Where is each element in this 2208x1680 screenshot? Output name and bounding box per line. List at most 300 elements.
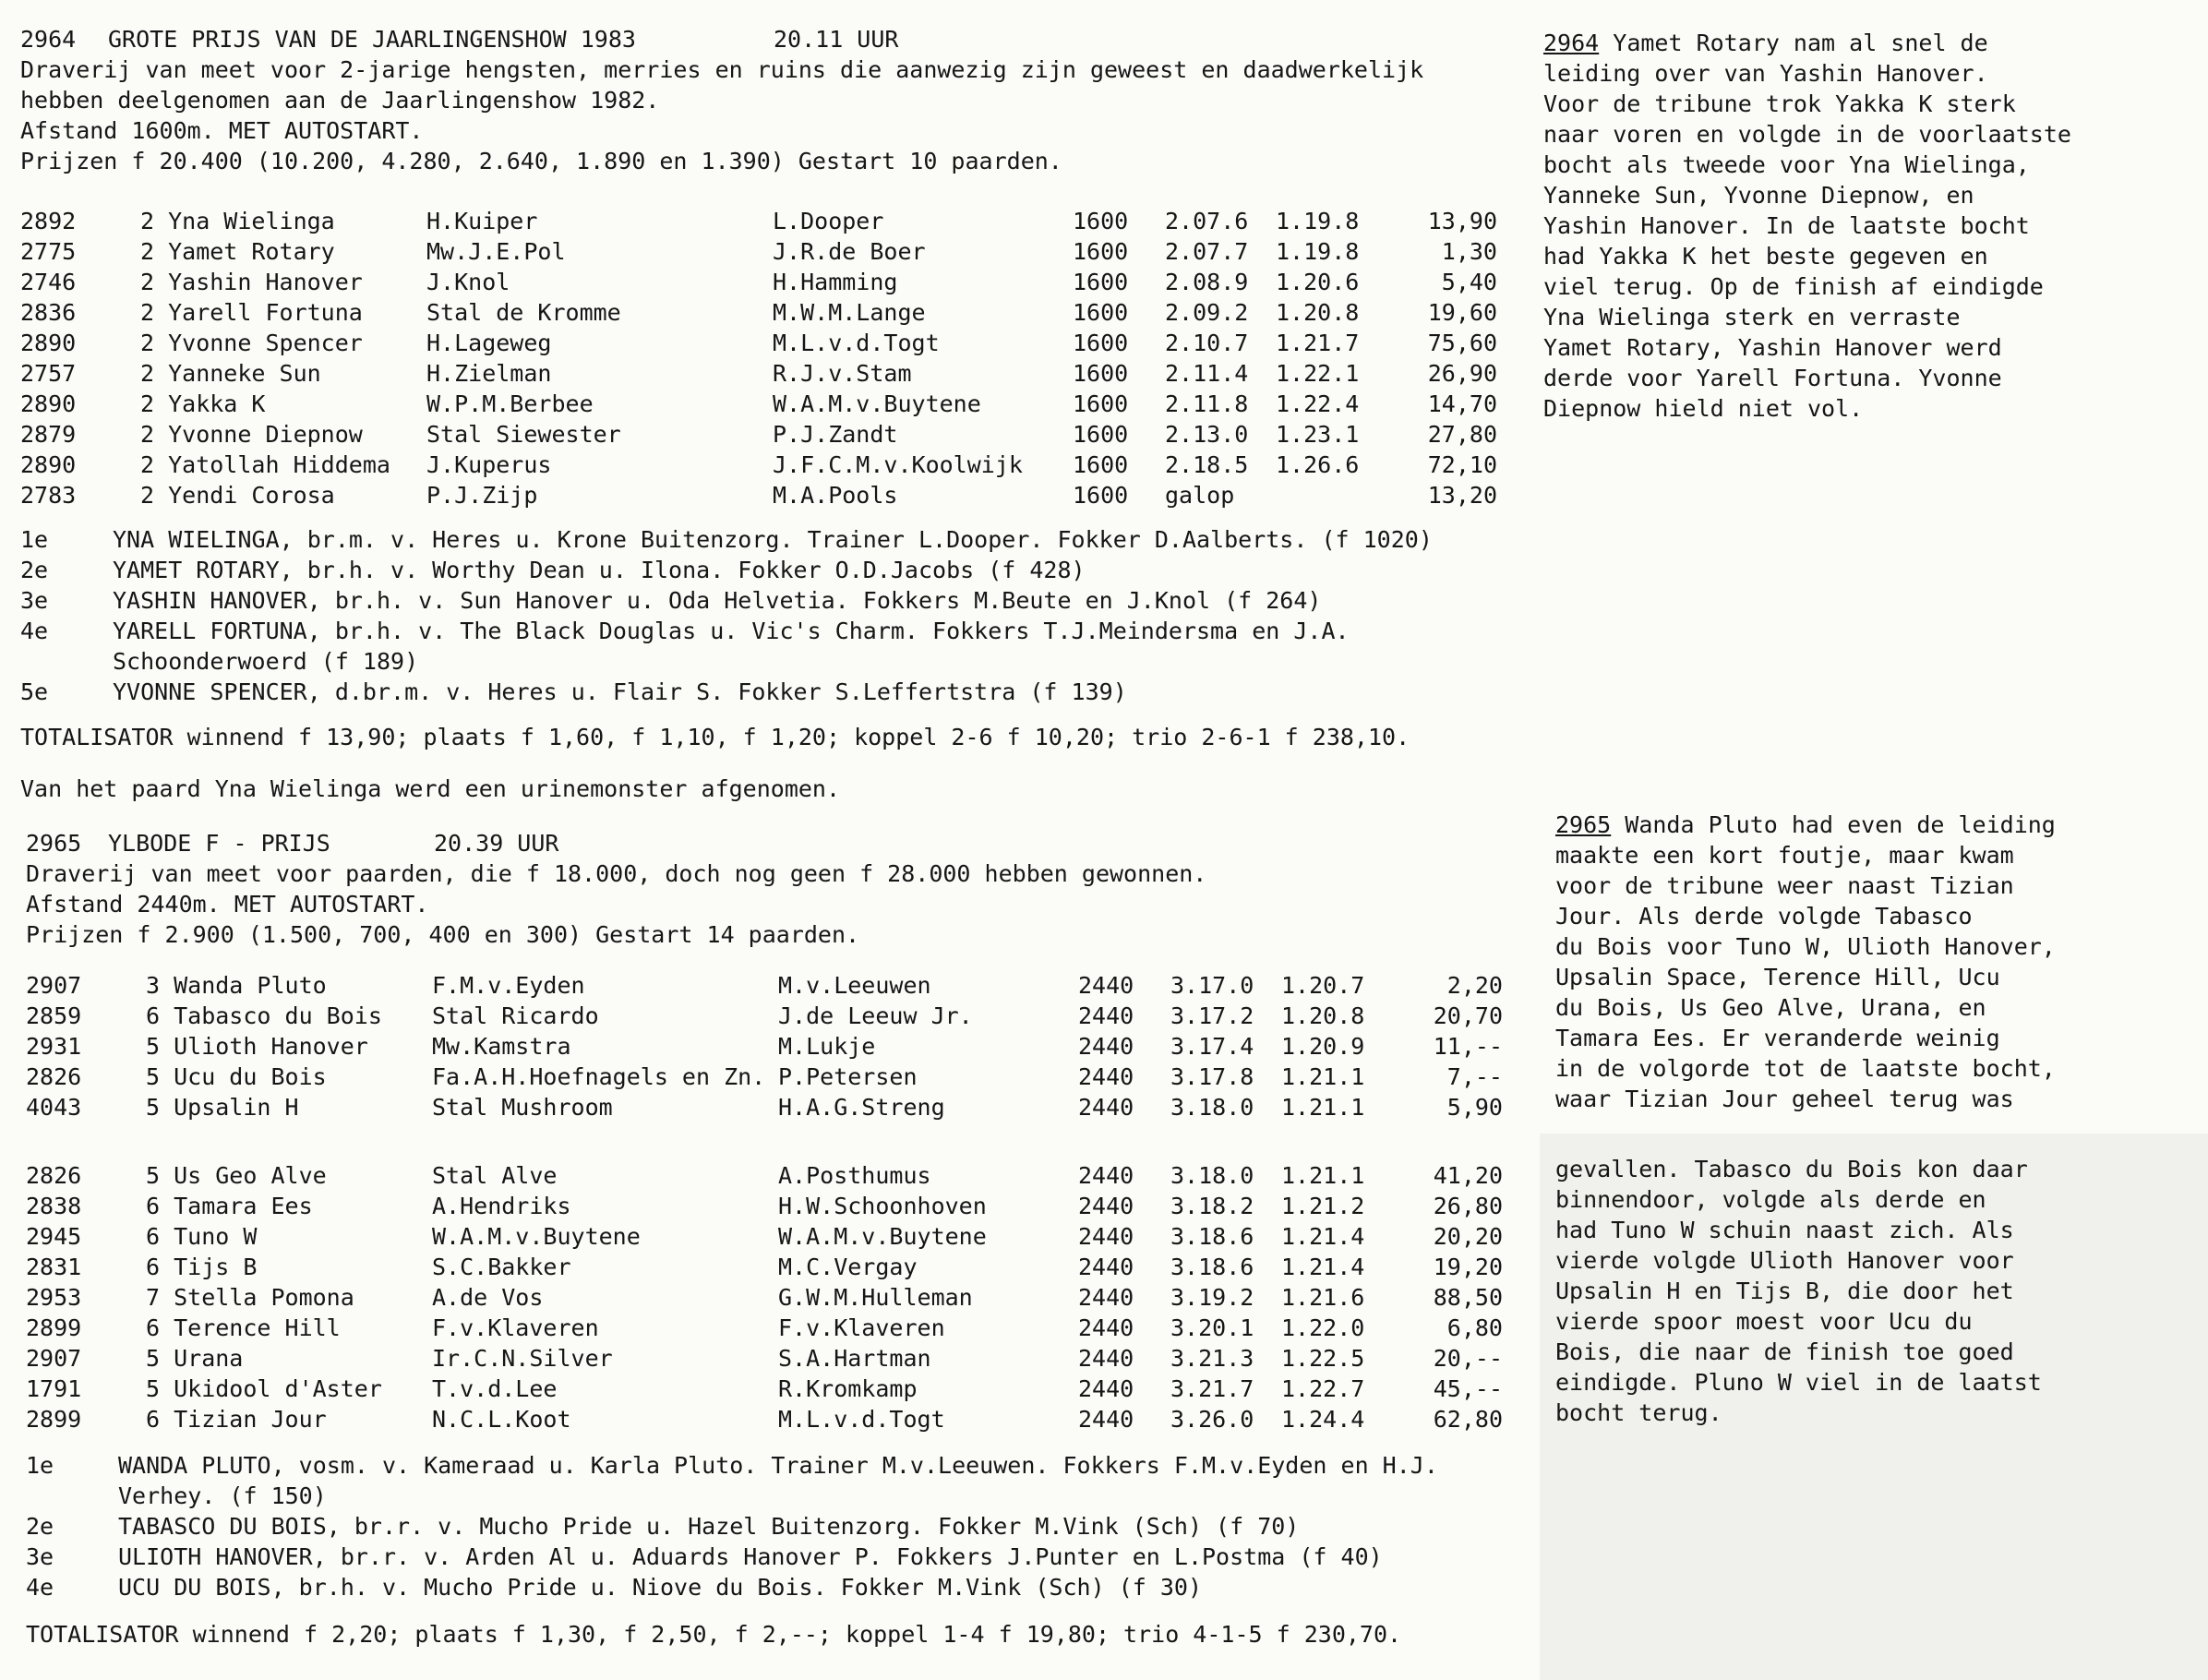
commentary-text: Tamara Ees. Er veranderde weinig [1555,1025,2000,1051]
total-time: 3.17.4 [1170,1033,1254,1060]
total-time: 2.09.2 [1165,299,1249,326]
distance: 1600 [1073,360,1129,387]
table-row [20,206,1516,236]
distance: 1600 [1073,330,1129,356]
driver: M.L.v.d.Togt [773,330,940,356]
race-distance: Afstand 2440m. MET AUTOSTART. [26,891,429,918]
placing-description: Verhey. (f 150) [118,1482,327,1509]
owner: Stal de Kromme [426,299,621,326]
distance: 2440 [1078,1094,1134,1121]
total-time: 3.21.3 [1170,1345,1254,1372]
km-time: 1.21.4 [1281,1254,1365,1280]
entry-number: 2931 [26,1033,82,1060]
odds: 75,60 [1427,330,1497,356]
odds: 5,90 [1446,1094,1503,1121]
owner: Mw.J.E.Pol [426,238,566,265]
total-time: 3.17.2 [1170,1002,1254,1029]
distance: 1600 [1073,208,1129,234]
owner: H.Kuiper [426,208,538,234]
placing-rank: 3e [20,587,49,614]
race-distance: Afstand 1600m. MET AUTOSTART. [20,117,424,144]
owner: J.Kuperus [426,451,552,478]
owner: H.Zielman [426,360,552,387]
km-time: 1.22.1 [1276,360,1360,387]
placing-description: ULIOTH HANOVER, br.r. v. Arden Al u. Aduards Hanover P. Fokkers J.Punter en L.Postma (f 40) [118,1543,1383,1570]
table-row [26,1062,1521,1092]
commentary-line [1543,28,1988,58]
km-time: 1.21.7 [1276,330,1360,356]
owner: H.Lageweg [426,330,552,356]
entry-number: 2746 [20,269,77,295]
owner: Stal Siewester [426,421,621,448]
horse-name: 5 Ucu du Bois [146,1063,327,1090]
commentary-text: derde voor Yarell Fortuna. Yvonne [1543,365,2002,391]
km-time: 1.20.8 [1281,1002,1365,1029]
entry-number: 2826 [26,1063,82,1090]
commentary-text: Yamet Rotary, Yashin Hanover werd [1543,334,2002,361]
entry-number: 2892 [20,208,77,234]
driver: M.A.Pools [773,482,898,509]
commentary-line [1543,150,2030,180]
owner: F.M.v.Eyden [432,972,585,999]
odds: 26,90 [1427,360,1497,387]
entry-number: 2890 [20,451,77,478]
commentary-text: voor de tribune weer naast Tizian [1555,872,2014,899]
race-description: hebben deelgenomen aan de Jaarlingenshow 1982. [20,87,660,114]
placing-description: YVONNE SPENCER, d.br.m. v. Heres u. Flair S. Fokker S.Leffertstra (f 139) [113,678,1127,705]
owner: A.Hendriks [432,1193,571,1219]
entry-number: 1791 [26,1375,82,1402]
entry-number: 2826 [26,1162,82,1189]
commentary-line [1555,810,2056,840]
placing-description: UCU DU BOIS, br.h. v. Mucho Pride u. Niove du Bois. Fokker M.Vink (Sch) (f 30) [118,1574,1202,1601]
odds: 6,80 [1446,1314,1503,1341]
commentary-text: Voor de tribune trok Yakka K sterk [1543,90,2016,117]
commentary-text: waar Tizian Jour geheel terug was [1555,1086,2014,1112]
odds: 7,-- [1446,1063,1503,1090]
commentary-text: bocht als tweede voor Yna Wielinga, [1543,151,2030,178]
horse-name: 6 Tamara Ees [146,1193,313,1219]
entry-number: 2899 [26,1406,82,1433]
distance: 1600 [1073,390,1129,417]
total-time: 2.07.7 [1165,238,1249,265]
total-time: 2.18.5 [1165,451,1249,478]
commentary-text: Yna Wielinga sterk en verraste [1543,304,1961,330]
owner: Stal Mushroom [432,1094,613,1121]
race-number: 2964 [20,26,77,53]
table-row [20,419,1516,450]
horse-name: 2 Yvonne Diepnow [140,421,363,448]
driver: M.v.Leeuwen [778,972,931,999]
driver: M.W.M.Lange [773,299,926,326]
table-row [26,1343,1521,1374]
driver: M.L.v.d.Togt [778,1406,945,1433]
placing-description: YNA WIELINGA, br.m. v. Heres u. Krone Buitenzorg. Trainer L.Dooper. Fokker D.Aalberts. (f 1020) [113,526,1433,553]
distance: 2440 [1078,1345,1134,1372]
odds: 27,80 [1427,421,1497,448]
km-time: 1.26.6 [1276,451,1360,478]
placing-description: YAMET ROTARY, br.h. v. Worthy Dean u. Ilona. Fokker O.D.Jacobs (f 428) [113,557,1086,583]
commentary-line [1543,271,2044,302]
distance: 2440 [1078,1406,1134,1433]
commentary-line [1555,1367,2042,1398]
commentary-line [1543,241,1988,271]
driver: R.J.v.Stam [773,360,912,387]
total-time: 3.20.1 [1170,1314,1254,1341]
commentary-text: Yamet Rotary nam al snel de [1599,30,1988,56]
km-time: 1.21.6 [1281,1284,1365,1311]
distance: 2440 [1078,1063,1134,1090]
commentary-line [1555,1023,2000,1053]
table-row [20,236,1516,267]
table-row [26,1282,1521,1313]
km-time: 1.21.2 [1281,1193,1365,1219]
commentary-text: had Tuno W schuin naast zich. Als [1555,1217,2014,1243]
distance: 2440 [1078,1162,1134,1189]
commentary-text: Wanda Pluto had even de leiding [1611,811,2056,838]
km-time: 1.19.8 [1276,208,1360,234]
entry-number: 2890 [20,390,77,417]
commentary-line [1555,1337,2014,1367]
odds: 20,70 [1433,1002,1503,1029]
race-time: 20.11 UUR [774,26,899,53]
odds: 14,70 [1427,390,1497,417]
totalisator: TOTALISATOR winnend f 2,20; plaats f 1,30, f 2,50, f 2,--; koppel 1-4 f 19,80; trio 4-1-5 f 230,70. [26,1621,1402,1648]
driver: G.W.M.Hulleman [778,1284,973,1311]
horse-name: 2 Yamet Rotary [140,238,335,265]
commentary-line [1555,870,2014,901]
odds: 88,50 [1433,1284,1503,1311]
km-time: 1.21.1 [1281,1162,1365,1189]
total-time: 3.18.0 [1170,1094,1254,1121]
table-row [26,1313,1521,1343]
table-row [20,267,1516,297]
driver: J.R.de Boer [773,238,926,265]
owner: Mw.Kamstra [432,1033,571,1060]
entry-number: 2757 [20,360,77,387]
odds: 41,20 [1433,1162,1503,1189]
driver: R.Kromkamp [778,1375,918,1402]
table-row [26,1092,1521,1122]
driver: H.W.Schoonhoven [778,1193,987,1219]
commentary-line [1543,89,2016,119]
commentary-line [1555,1306,1973,1337]
odds: 62,80 [1433,1406,1503,1433]
horse-name: 5 Us Geo Alve [146,1162,327,1189]
odds: 26,80 [1433,1193,1503,1219]
commentary-text: Diepnow hield niet vol. [1543,395,1864,422]
commentary-line [1555,1398,1722,1428]
table-row [26,970,1521,1001]
distance: 1600 [1073,269,1129,295]
placing-rank: 1e [26,1452,54,1479]
entry-number: 2838 [26,1193,82,1219]
owner: A.de Vos [432,1284,544,1311]
horse-name: 2 Yendi Corosa [140,482,335,509]
distance: 2440 [1078,1314,1134,1341]
owner: N.C.L.Koot [432,1406,571,1433]
entry-number: 2831 [26,1254,82,1280]
table-row [20,358,1516,389]
commentary-text: du Bois voor Tuno W, Ulioth Hanover, [1555,933,2056,960]
commentary-text: had Yakka K het beste gegeven en [1543,243,1988,270]
driver: F.v.Klaveren [778,1314,945,1341]
driver: M.C.Vergay [778,1254,918,1280]
owner: Stal Alve [432,1162,558,1189]
km-time: 1.22.5 [1281,1345,1365,1372]
entry-number: 2907 [26,972,82,999]
distance: 2440 [1078,1193,1134,1219]
driver: H.A.G.Streng [778,1094,945,1121]
horse-name: 5 Ulioth Hanover [146,1033,368,1060]
driver: W.A.M.v.Buytene [773,390,981,417]
horse-name: 5 Urana [146,1345,244,1372]
driver: H.Hamming [773,269,898,295]
km-time: 1.19.8 [1276,238,1360,265]
driver: W.A.M.v.Buytene [778,1223,987,1250]
placing-description: YARELL FORTUNA, br.h. v. The Black Douglas u. Vic's Charm. Fokkers T.J.Meindersma en J.A. [113,618,1350,644]
horse-name: 2 Yna Wielinga [140,208,335,234]
commentary-text: Upsalin Space, Terence Hill, Ucu [1555,964,2000,990]
table-row [26,1252,1521,1282]
commentary-line [1555,1215,2014,1245]
table-row [20,297,1516,328]
driver: J.de Leeuw Jr. [778,1002,973,1029]
distance: 1600 [1073,482,1129,509]
owner: Fa.A.H.Hoefnagels en Zn. [432,1063,766,1090]
owner: W.P.M.Berbee [426,390,594,417]
race-time: 20.39 UUR [434,830,559,857]
distance: 2440 [1078,1223,1134,1250]
race-title: YLBODE F - PRIJS [108,830,330,857]
horse-name: 6 Terence Hill [146,1314,341,1341]
horse-name: 6 Tabasco du Bois [146,1002,382,1029]
placing-description: TABASCO DU BOIS, br.r. v. Mucho Pride u. Hazel Buitenzorg. Fokker M.Vink (Sch) (f 70) [118,1513,1300,1540]
distance: 2440 [1078,1254,1134,1280]
table-row [26,1404,1521,1434]
odds: 1,30 [1441,238,1497,265]
commentary-line [1555,1154,2028,1184]
commentary-text: eindigde. Pluno W viel in de laatst [1555,1369,2042,1396]
commentary-line [1543,210,2030,241]
owner: P.J.Zijp [426,482,538,509]
horse-name: 5 Ukidool d'Aster [146,1375,382,1402]
km-time: 1.22.0 [1281,1314,1365,1341]
horse-name: 6 Tuno W [146,1223,258,1250]
commentary-line [1543,332,2002,363]
km-time: 1.21.4 [1281,1223,1365,1250]
commentary-race-number: 2965 [1555,811,1612,838]
km-time: 1.22.7 [1281,1375,1365,1402]
km-time: 1.20.6 [1276,269,1360,295]
total-time: 3.18.2 [1170,1193,1254,1219]
distance: 1600 [1073,421,1129,448]
km-time: 1.20.9 [1281,1033,1365,1060]
owner: Ir.C.N.Silver [432,1345,613,1372]
total-time: 3.18.6 [1170,1254,1254,1280]
placing-description: YASHIN HANOVER, br.h. v. Sun Hanover u. Oda Helvetia. Fokkers M.Beute en J.Knol (f 264) [113,587,1322,614]
total-time: 3.18.0 [1170,1162,1254,1189]
distance: 2440 [1078,1033,1134,1060]
commentary-text: vierde volgde Ulioth Hanover voor [1555,1247,2014,1274]
horse-name: 6 Tijs B [146,1254,258,1280]
table-row [20,328,1516,358]
placing-description: WANDA PLUTO, vosm. v. Kameraad u. Karla Pluto. Trainer M.v.Leeuwen. Fokkers F.M.v.Eyden en H.J. [118,1452,1438,1479]
commentary-text: bocht terug. [1555,1399,1722,1426]
owner: W.A.M.v.Buytene [432,1223,641,1250]
km-time: 1.20.7 [1281,972,1365,999]
race-title: GROTE PRIJS VAN DE JAARLINGENSHOW 1983 [108,26,636,53]
placing-rank: 2e [26,1513,54,1540]
commentary-text: binnendoor, volgde als derde en [1555,1186,1986,1213]
odds: 11,-- [1433,1033,1503,1060]
placing-rank: 2e [20,557,49,583]
distance: 1600 [1073,238,1129,265]
total-time: 2.11.4 [1165,360,1249,387]
placing-description: Schoonderwoerd (f 189) [113,648,419,675]
horse-name: 2 Yatollah Hiddema [140,451,390,478]
odds: 2,20 [1446,972,1503,999]
commentary-line [1543,393,1863,424]
total-time: 3.17.8 [1170,1063,1254,1090]
race-prizes: Prijzen f 20.400 (10.200, 4.280, 2.640, 1.890 en 1.390) Gestart 10 paarden. [20,148,1062,174]
commentary-text: maakte een kort foutje, maar kwam [1555,842,2014,869]
km-time: 1.21.1 [1281,1094,1365,1121]
horse-name: 2 Yashin Hanover [140,269,363,295]
total-time: 2.13.0 [1165,421,1249,448]
entry-number: 2945 [26,1223,82,1250]
total-time: 2.11.8 [1165,390,1249,417]
entry-number: 2783 [20,482,77,509]
commentary-line [1555,931,2056,962]
horse-name: 2 Yvonne Spencer [140,330,363,356]
distance: 1600 [1073,451,1129,478]
table-row [26,1160,1521,1191]
total-time: 3.18.6 [1170,1223,1254,1250]
placing-rank: 4e [26,1574,54,1601]
race-prizes: Prijzen f 2.900 (1.500, 700, 400 en 300) Gestart 14 paarden. [26,921,860,948]
commentary-line [1555,1184,1986,1215]
distance: 1600 [1073,299,1129,326]
commentary-line [1555,1276,2014,1306]
placing-rank: 3e [26,1543,54,1570]
driver: S.A.Hartman [778,1345,931,1372]
commentary-text: Bois, die naar de finish toe goed [1555,1338,2014,1365]
km-time: 1.23.1 [1276,421,1360,448]
odds: 72,10 [1427,451,1497,478]
placing-rank: 1e [20,526,49,553]
odds: 19,20 [1433,1254,1503,1280]
commentary-text: gevallen. Tabasco du Bois kon daar [1555,1156,2028,1182]
owner: F.v.Klaveren [432,1314,599,1341]
commentary-line [1555,992,1986,1023]
entry-number: 2907 [26,1345,82,1372]
owner: T.v.d.Lee [432,1375,558,1402]
placing-rank: 5e [20,678,49,705]
commentary-line [1555,962,2000,992]
distance: 2440 [1078,1375,1134,1402]
entry-number: 2899 [26,1314,82,1341]
commentary-text: Jour. Als derde volgde Tabasco [1555,903,1973,930]
odds: 20,-- [1433,1345,1503,1372]
km-time: 1.22.4 [1276,390,1360,417]
commentary-line [1555,901,1973,931]
horse-name: 2 Yarell Fortuna [140,299,363,326]
horse-name: 2 Yanneke Sun [140,360,321,387]
distance: 2440 [1078,972,1134,999]
odds: 45,-- [1433,1375,1503,1402]
odds: 20,20 [1433,1223,1503,1250]
entry-number: 2859 [26,1002,82,1029]
table-row [26,1374,1521,1404]
table-row [26,1031,1521,1062]
total-time: 3.26.0 [1170,1406,1254,1433]
urine-note: Van het paard Yna Wielinga werd een urinemonster afgenomen. [20,775,841,802]
horse-name: 3 Wanda Pluto [146,972,327,999]
commentary-line [1555,1084,2014,1114]
total-time: 2.08.9 [1165,269,1249,295]
commentary-text: vierde spoor moest voor Ucu du [1555,1308,1973,1335]
entry-number: 4043 [26,1094,82,1121]
driver: J.F.C.M.v.Koolwijk [773,451,1023,478]
race-description: Draverij van meet voor paarden, die f 18.000, doch nog geen f 28.000 hebben gewonnen. [26,860,1207,887]
commentary-line [1543,119,2071,150]
commentary-line [1543,180,1974,210]
owner: Stal Ricardo [432,1002,599,1029]
commentary-line [1555,840,2014,870]
owner: J.Knol [426,269,510,295]
odds: 13,90 [1427,208,1497,234]
commentary-text: Yanneke Sun, Yvonne Diepnow, en [1543,182,1974,209]
horse-name: 6 Tizian Jour [146,1406,327,1433]
total-time: 3.19.2 [1170,1284,1254,1311]
table-row [20,389,1516,419]
km-time: 1.21.1 [1281,1063,1365,1090]
commentary-race-number: 2964 [1543,30,1600,56]
distance: 2440 [1078,1002,1134,1029]
commentary-line [1555,1245,2014,1276]
horse-name: 2 Yakka K [140,390,266,417]
distance: 2440 [1078,1284,1134,1311]
commentary-line [1543,58,1988,89]
horse-name: 7 Stella Pomona [146,1284,354,1311]
commentary-text: naar voren en volgde in de voorlaatste [1543,121,2071,148]
table-row [26,1191,1521,1221]
entry-number: 2953 [26,1284,82,1311]
commentary-text: du Bois, Us Geo Alve, Urana, en [1555,994,1986,1021]
total-time: 2.07.6 [1165,208,1249,234]
odds: 5,40 [1441,269,1497,295]
km-time: 1.24.4 [1281,1406,1365,1433]
commentary-text: leiding over van Yashin Hanover. [1543,60,1988,87]
race-number: 2965 [26,830,82,857]
placing-rank: 4e [20,618,49,644]
totalisator: TOTALISATOR winnend f 13,90; plaats f 1,60, f 1,10, f 1,20; koppel 2-6 f 10,20; trio 2-6-1 f 238,10. [20,724,1410,750]
driver: M.Lukje [778,1033,876,1060]
table-row [20,480,1516,510]
odds: 13,20 [1427,482,1497,509]
horse-name: 5 Upsalin H [146,1094,299,1121]
total-time: 2.10.7 [1165,330,1249,356]
commentary-text: in de volgorde tot de laatste bocht, [1555,1055,2056,1082]
table-row [26,1001,1521,1031]
odds: 19,60 [1427,299,1497,326]
driver: A.Posthumus [778,1162,931,1189]
driver: P.J.Zandt [773,421,898,448]
commentary-text: Upsalin H en Tijs B, die door het [1555,1278,2014,1304]
commentary-text: Yashin Hanover. In de laatste bocht [1543,212,2030,239]
driver: P.Petersen [778,1063,918,1090]
